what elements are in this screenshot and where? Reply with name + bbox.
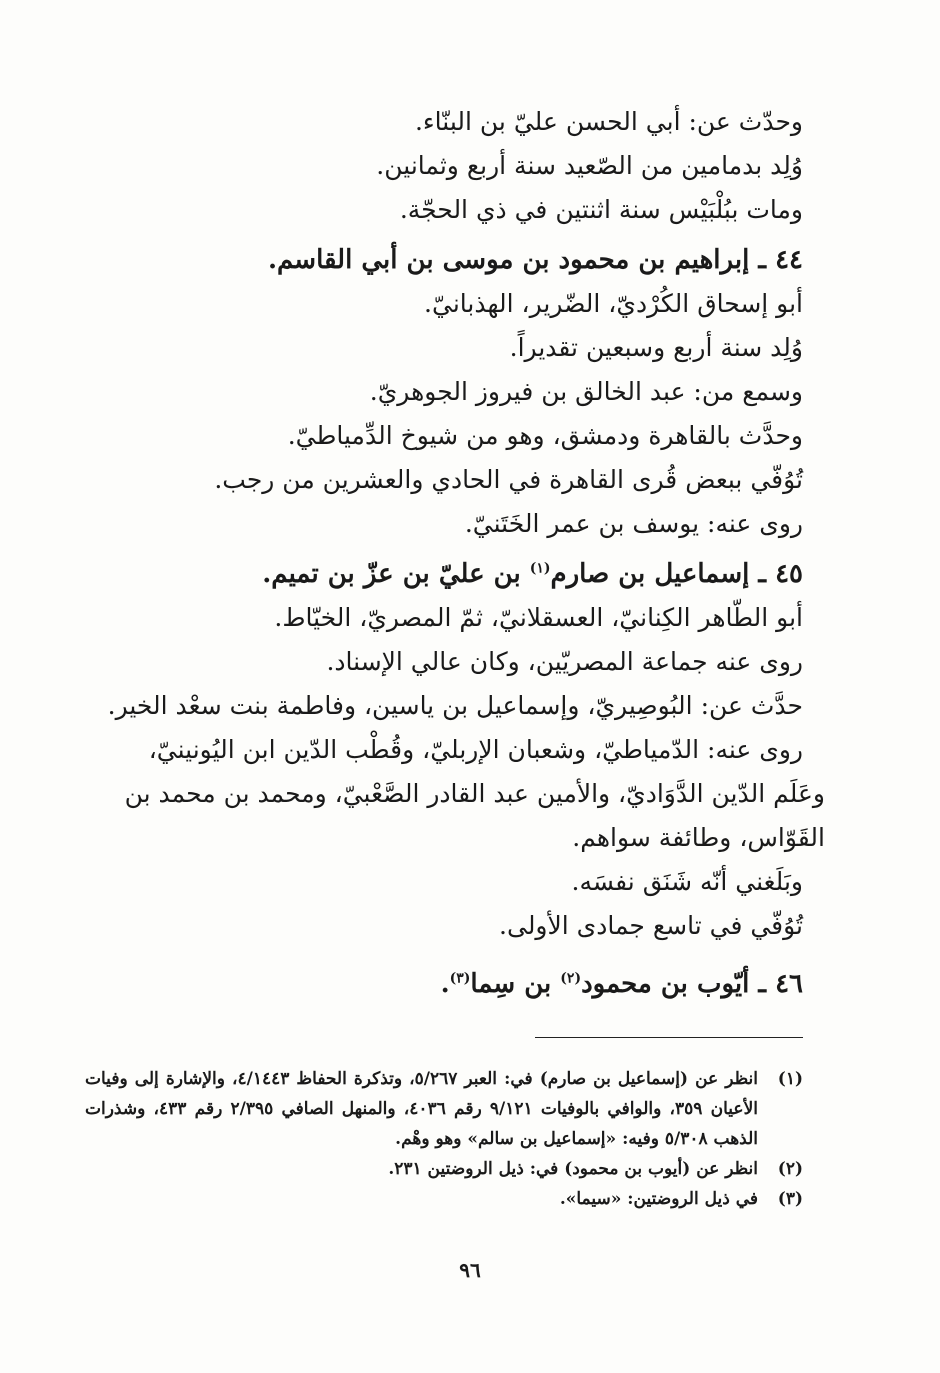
entry-heading-44: ٤٤ ـ إبراهيم بن محمود بن موسى بن أبي القاسم.	[267, 245, 803, 275]
entry-heading-45	[103, 552, 803, 596]
footnote-number: (٣)	[777, 1189, 803, 1209]
heading-text: .	[440, 969, 450, 999]
text-line: أبو الطّاهر الكِنانيّ، العسقلانيّ، ثمّ المصريّ، الخيّاط.	[274, 603, 803, 632]
text-line: وحدّث عن: أبي الحسن عليّ بن البنّاء.	[414, 107, 803, 136]
text-line: وحدَّث بالقاهرة ودمشق، وهو من شيوخ الدِّمياطيّ.	[287, 421, 803, 450]
text-line: وُلِد سنة أربع وسبعين تقديراً.	[509, 333, 803, 362]
heading-text: بن عليّ بن عزّ بن تميم.	[262, 559, 530, 589]
text-line: تُوُفّي ببعض قُرى القاهرة في الحادي والعشرين من رجب.	[214, 465, 803, 494]
footnote-text: انظر عن (أيوب بن محمود) في: ذيل الروضتين ٢٣١.	[388, 1159, 758, 1179]
text-line: روى عنه جماعة المصريّين، وكان عالي الإسناد.	[326, 647, 803, 676]
text-line: وُلِد بدمامين من الصّعيد سنة أربع وثمانين.	[376, 151, 803, 180]
text-line: حدَّث عن: البُوصِيريّ، وإسماعيل بن ياسين، وفاطمة بنت سعْد الخير.	[107, 691, 803, 720]
page-number: ٩٦	[459, 1258, 481, 1282]
text-line: وعَلَم الدّين الدَّوَاديّ، والأمين عبد القادر الصَّعْبيّ، ومحمد بن محمد بن	[124, 779, 825, 808]
footnote	[85, 1184, 803, 1214]
footnote-ref: (٣)	[449, 970, 471, 987]
text-line: روى عنه: يوسف بن عمر الخَتَنيّ.	[464, 509, 803, 538]
text-line: القَوّاس، وطائفة سواهم.	[572, 823, 825, 852]
heading-text: بن سِما	[470, 969, 561, 999]
main-text	[103, 100, 825, 1006]
footnote-number: (٢)	[777, 1159, 803, 1179]
footnote-number: (١)	[777, 1069, 803, 1089]
text-line: ومات ببُلْبَيْس سنة اثنتين في ذي الحجّة.	[399, 195, 803, 224]
text-line: وبَلَغني أنّه شَنَق نفسَه.	[571, 867, 803, 896]
entry-heading-46	[103, 962, 803, 1006]
heading-text: ٤٥ ـ إسماعيل بن صارم	[550, 559, 803, 589]
text-line: روى عنه: الدّمياطيّ، وشعبان الإربليّ، وقُطْب الدّين ابن اليُونينيّ،	[148, 735, 803, 764]
text-line: تُوُفّي في تاسع جمادى الأولى.	[499, 911, 803, 940]
text-line: وسمع من: عبد الخالق بن فيروز الجوهريّ.	[369, 377, 803, 406]
text-line: أبو إسحاق الكُرْديّ، الضّرير، الهذبانيّ.	[424, 289, 803, 318]
footnote	[85, 1064, 803, 1154]
footnotes	[85, 1064, 803, 1214]
footnote-text: في ذيل الروضتين: «سيما».	[559, 1189, 758, 1209]
footnote-text: انظر عن (إسماعيل بن صارم) في: العبر ٥/٢٦٧، وتذكرة الحفاظ ٤/١٤٤٣، والإشارة إلى وفيات الأعيان ٣٥٩، والوافي بالوفيات ٩/١٢١ رقم ٤٠٣٦، والمنهل الصافي ٢/٣٩٥ رقم ٤٣٣، وشذرات الذهب ٥/٣٠٨ وفيه: «إسماعيل بن سالم» وهو وهْم.	[85, 1069, 758, 1149]
footnote-separator	[535, 1037, 803, 1038]
footnote-ref: (١)	[529, 560, 551, 577]
heading-text: ٤٦ ـ أيّوب بن محمود	[581, 969, 803, 999]
footnote-ref: (٢)	[560, 970, 582, 987]
footnote	[85, 1154, 803, 1184]
